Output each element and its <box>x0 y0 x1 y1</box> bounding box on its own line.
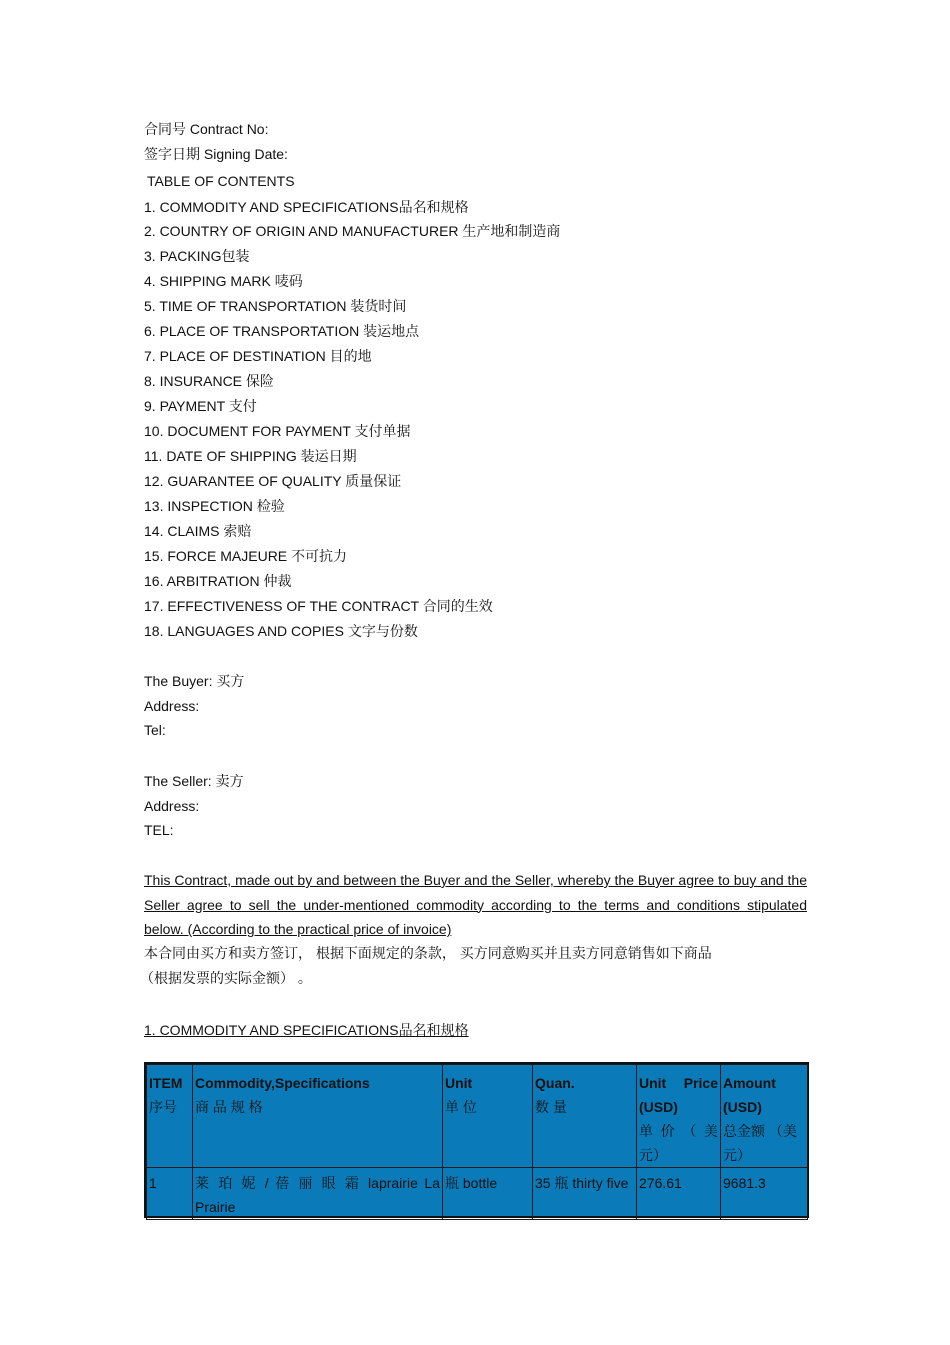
toc-item: 16. ARBITRATION 仲裁 <box>144 573 292 589</box>
header-quantity-en: Quan. <box>535 1075 575 1091</box>
header-amount-en: Amount (USD) <box>723 1075 776 1115</box>
buyer-tel-label: Tel: <box>144 722 166 738</box>
header-unit-price-en: Unit Price (USD) <box>639 1075 718 1115</box>
header-quantity <box>533 1065 637 1168</box>
toc-item: 11. DATE OF SHIPPING 装运日期 <box>144 448 357 464</box>
header-commodity-cn: 商 品 规 格 <box>195 1099 263 1115</box>
header-amount-cn: 总金额 （美元） <box>723 1123 797 1163</box>
seller-tel-label: TEL: <box>144 822 174 838</box>
toc-item: 5. TIME OF TRANSPORTATION 装货时间 <box>144 298 407 314</box>
buyer-address-label: Address: <box>144 698 200 714</box>
agreement-chinese-line1: 本合同由买方和卖方签订， 根据下面规定的条款， 买方同意购买并且卖方同意销售如下商品 <box>144 945 712 961</box>
toc-item: 18. LANGUAGES AND COPIES 文字与份数 <box>144 623 418 639</box>
header-commodity <box>193 1065 443 1168</box>
signing-date-label: 签字日期 Signing Date: <box>144 146 288 162</box>
table-row <box>147 1168 808 1220</box>
header-quantity-cn: 数 量 <box>535 1099 567 1115</box>
header-item-cn: 序号 <box>149 1099 177 1115</box>
toc-item: 3. PACKING包装 <box>144 248 250 264</box>
agreement-chinese-line2: （根据发票的实际金额） 。 <box>140 970 312 986</box>
toc-item: 2. COUNTRY OF ORIGIN AND MANUFACTURER 生产地和制造商 <box>144 223 561 239</box>
commodity-table <box>144 1062 809 1218</box>
cell-quantity: 35 瓶 thirty five <box>533 1168 637 1220</box>
cell-commodity: 莱 珀 妮 / 蓓 丽 眼 霜 laprairie La Prairie <box>193 1168 443 1220</box>
toc-item: 13. INSPECTION 检验 <box>144 498 285 514</box>
toc-title: TABLE OF CONTENTS <box>147 173 295 189</box>
header-unit-price-cn: 单 价 （ 美 元） <box>639 1123 718 1163</box>
toc-item: 9. PAYMENT 支付 <box>144 398 257 414</box>
header-item <box>147 1065 193 1168</box>
contract-number-label: 合同号 Contract No: <box>144 121 269 137</box>
seller-address-label: Address: <box>144 798 200 814</box>
toc-item: 1. COMMODITY AND SPECIFICATIONS品名和规格 <box>144 199 469 215</box>
toc-item: 17. EFFECTIVENESS OF THE CONTRACT 合同的生效 <box>144 598 493 614</box>
section-heading-commodity: 1. COMMODITY AND SPECIFICATIONS品名和规格 <box>144 1022 469 1038</box>
cell-unit: 瓶 bottle <box>443 1168 533 1220</box>
toc-item: 6. PLACE OF TRANSPORTATION 装运地点 <box>144 323 420 339</box>
buyer-label: The Buyer: 买方 <box>144 673 245 689</box>
header-amount <box>721 1065 808 1168</box>
toc-item: 7. PLACE OF DESTINATION 目的地 <box>144 348 372 364</box>
header-unit-en: Unit <box>445 1075 473 1091</box>
toc-item: 14. CLAIMS 索赔 <box>144 523 252 539</box>
header-commodity-en: Commodity,Specifications <box>195 1075 370 1091</box>
toc-item: 4. SHIPPING MARK 唛码 <box>144 273 303 289</box>
toc-item: 15. FORCE MAJEURE 不可抗力 <box>144 548 348 564</box>
header-unit <box>443 1065 533 1168</box>
header-item-en: ITEM <box>149 1075 183 1091</box>
toc-item: 10. DOCUMENT FOR PAYMENT 支付单据 <box>144 423 411 439</box>
cell-item: 1 <box>147 1168 193 1220</box>
agreement-english: This Contract, made out by and between the Buyer and the Seller, whereby the Buyer agree to buy and the Seller agree to sell the under-mentioned commodity according to the terms and conditions stipulated below. (According to the practical price of invoice) <box>144 872 807 937</box>
cell-amount: 9681.3 <box>721 1168 808 1220</box>
cell-unit-price: 276.61 <box>637 1168 721 1220</box>
toc-item: 12. GUARANTEE OF QUALITY 质量保证 <box>144 473 402 489</box>
header-unit-price <box>637 1065 721 1168</box>
toc-item: 8. INSURANCE 保险 <box>144 373 274 389</box>
header-unit-cn: 单 位 <box>445 1099 477 1115</box>
table-header-row <box>147 1065 808 1168</box>
seller-label: The Seller: 卖方 <box>144 773 244 789</box>
